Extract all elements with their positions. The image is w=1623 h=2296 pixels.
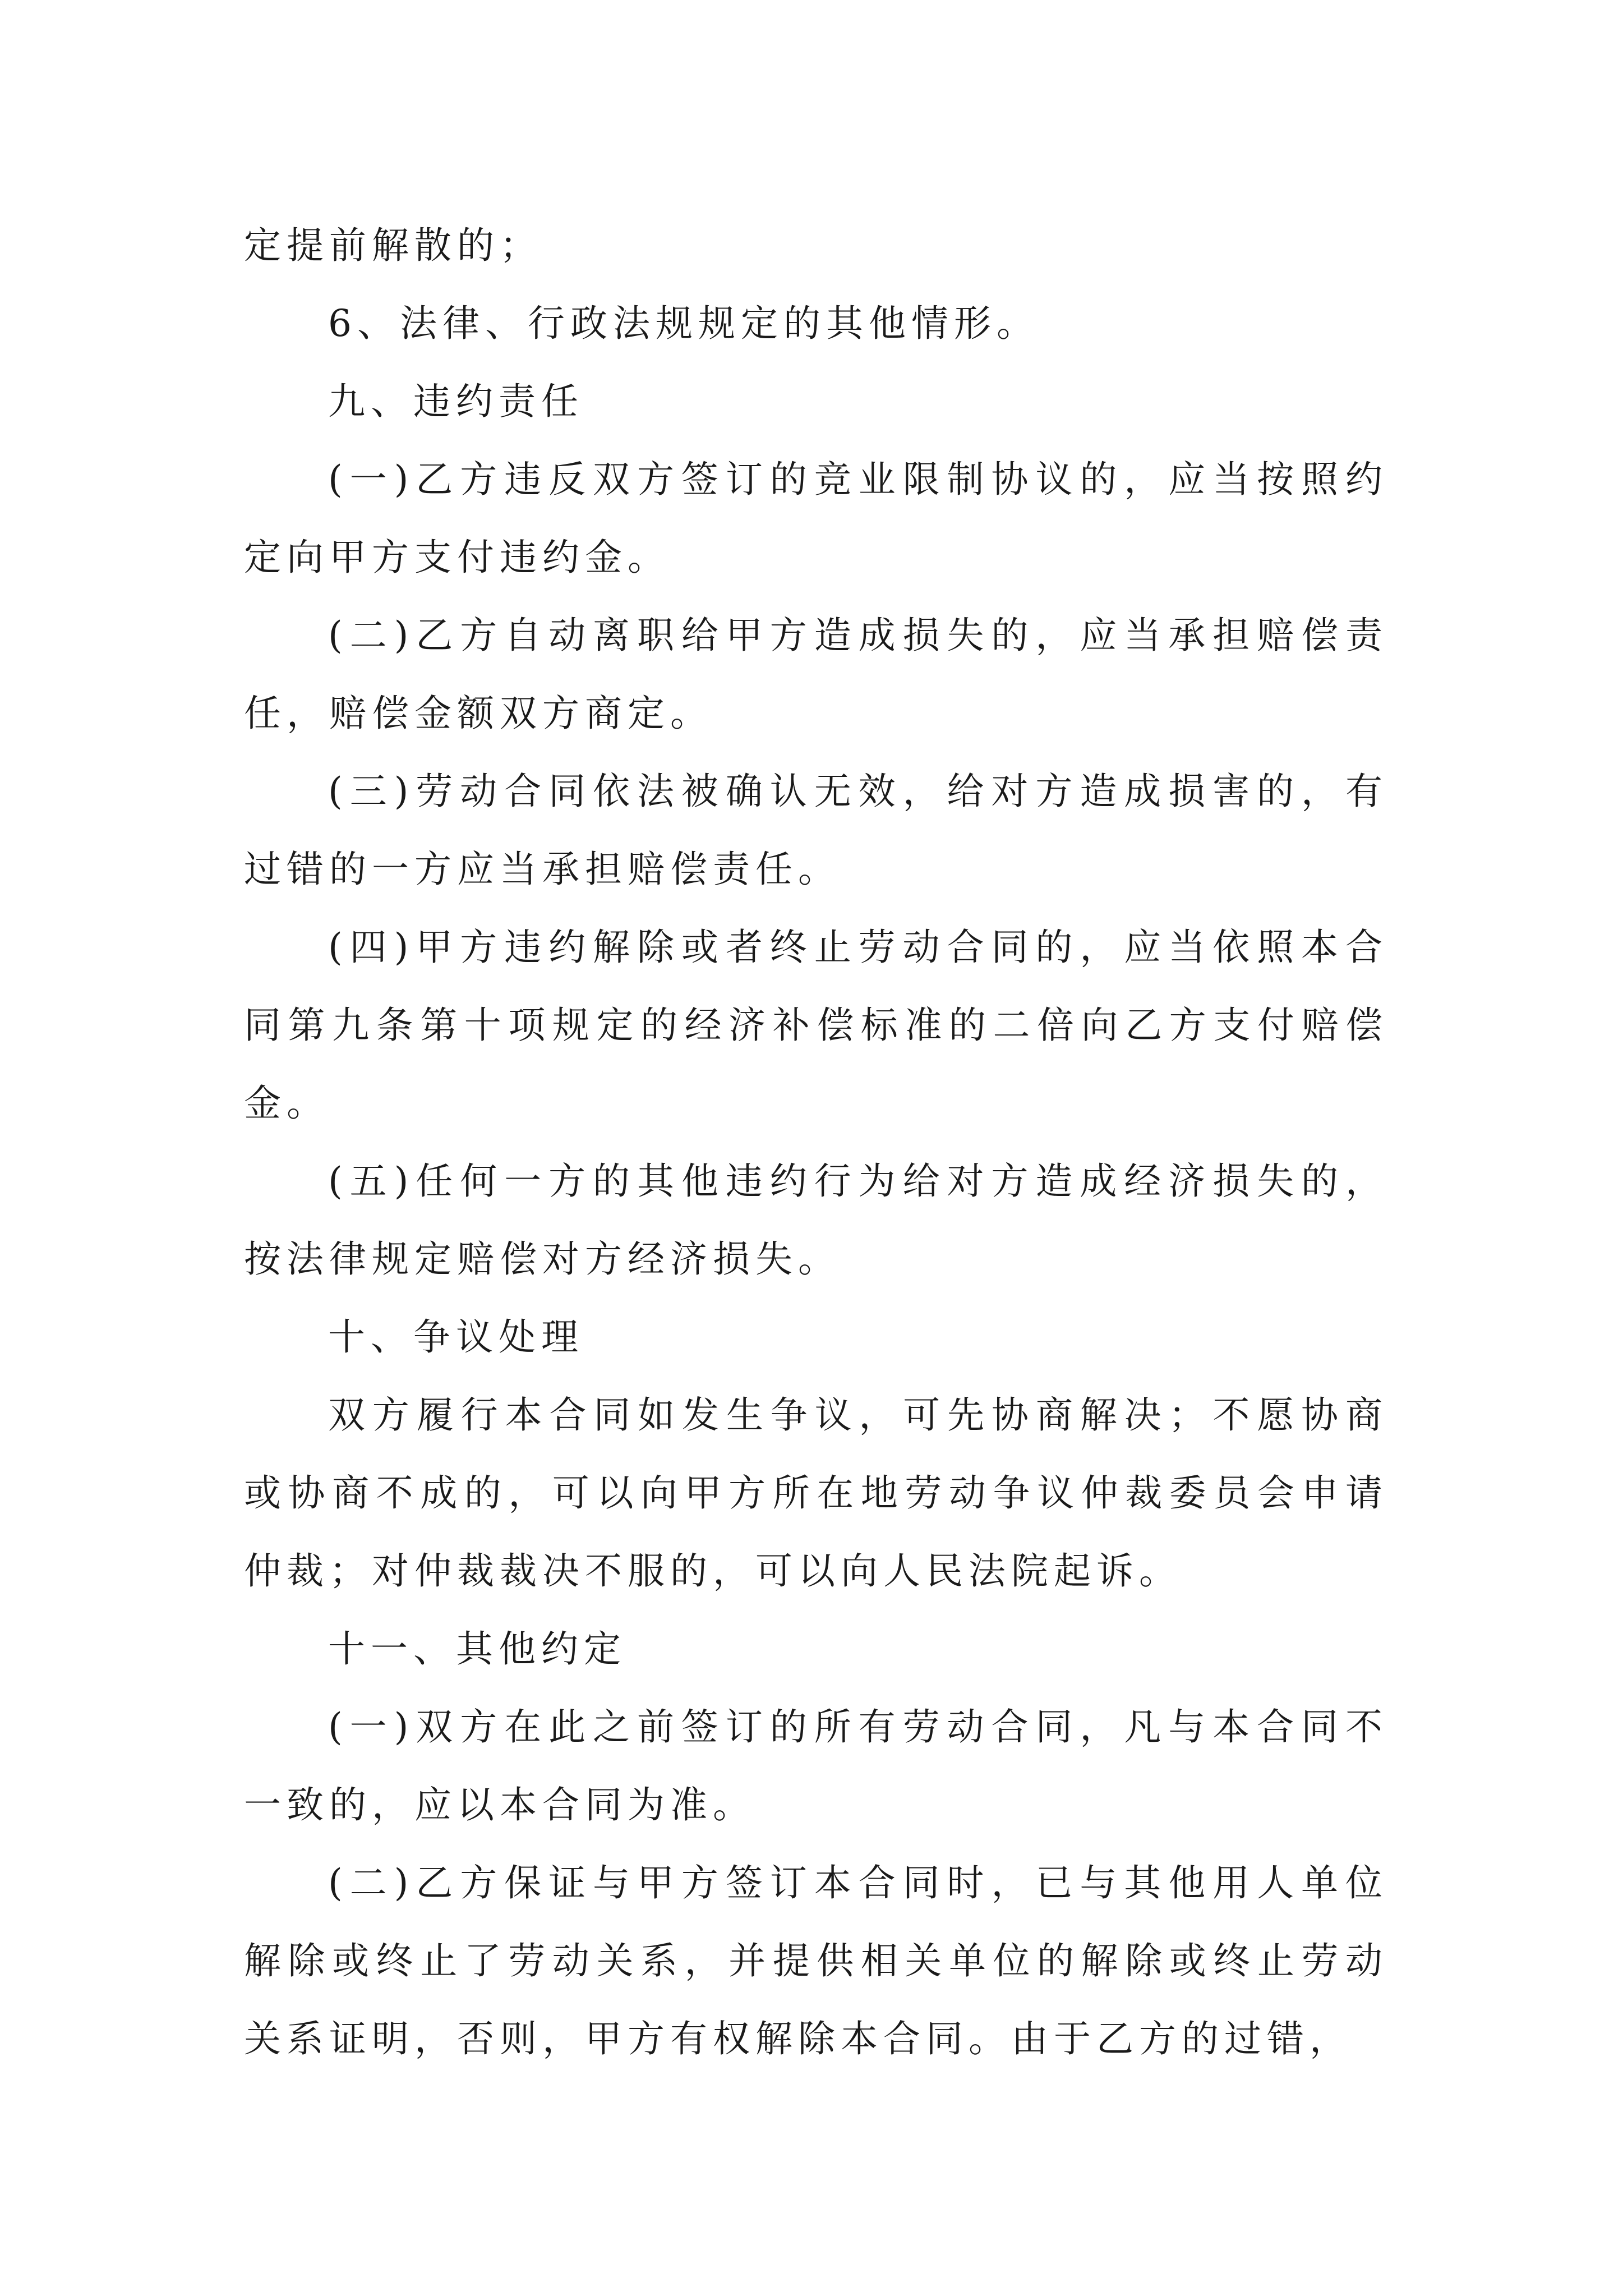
- paragraph: (一)乙方违反双方签订的竞业限制协议的，应当按照约定向甲方支付违约金。: [244, 458, 1388, 579]
- paragraph: (三)劳动合同依法被确认无效，给对方造成损害的，有过错的一方应当承担赔偿责任。: [244, 770, 1388, 891]
- section-heading: 十一、其他约定: [328, 1627, 626, 1671]
- paragraph: (五)任何一方的其他违约行为给对方造成经济损失的，按法律规定赔偿对方经济损失。: [244, 1159, 1388, 1281]
- section-heading: 九、违约责任: [328, 380, 584, 423]
- paragraph: (二)乙方保证与甲方签订本合同时，已与其他用人单位解除或终止了劳动关系，并提供相关单位的解除或终止劳动关系证明，否则，甲方有权解除本合同。由于乙方的过错，: [244, 1861, 1388, 2060]
- document-body: [244, 206, 1388, 2078]
- paragraph: 6、法律、行政法规规定的其他情形。: [328, 302, 1039, 345]
- paragraph: (一)双方在此之前签订的所有劳动合同，凡与本合同不一致的，应以本合同为准。: [244, 1705, 1388, 1826]
- paragraph: (四)甲方违约解除或者终止劳动合同的，应当依照本合同第九条第十项规定的经济补偿标准的二倍向乙方支付赔偿金。: [244, 926, 1388, 1125]
- paragraph: (二)乙方自动离职给甲方造成损失的，应当承担赔偿责任，赔偿金额双方商定。: [244, 614, 1388, 735]
- section-heading: 十、争议处理: [328, 1315, 584, 1359]
- paragraph: 双方履行本合同如发生争议，可先协商解决；不愿协商或协商不成的，可以向甲方所在地劳动争议仲裁委员会申请仲裁；对仲裁裁决不服的，可以向人民法院起诉。: [244, 1393, 1388, 1593]
- paragraph: 定提前解散的；: [244, 224, 542, 267]
